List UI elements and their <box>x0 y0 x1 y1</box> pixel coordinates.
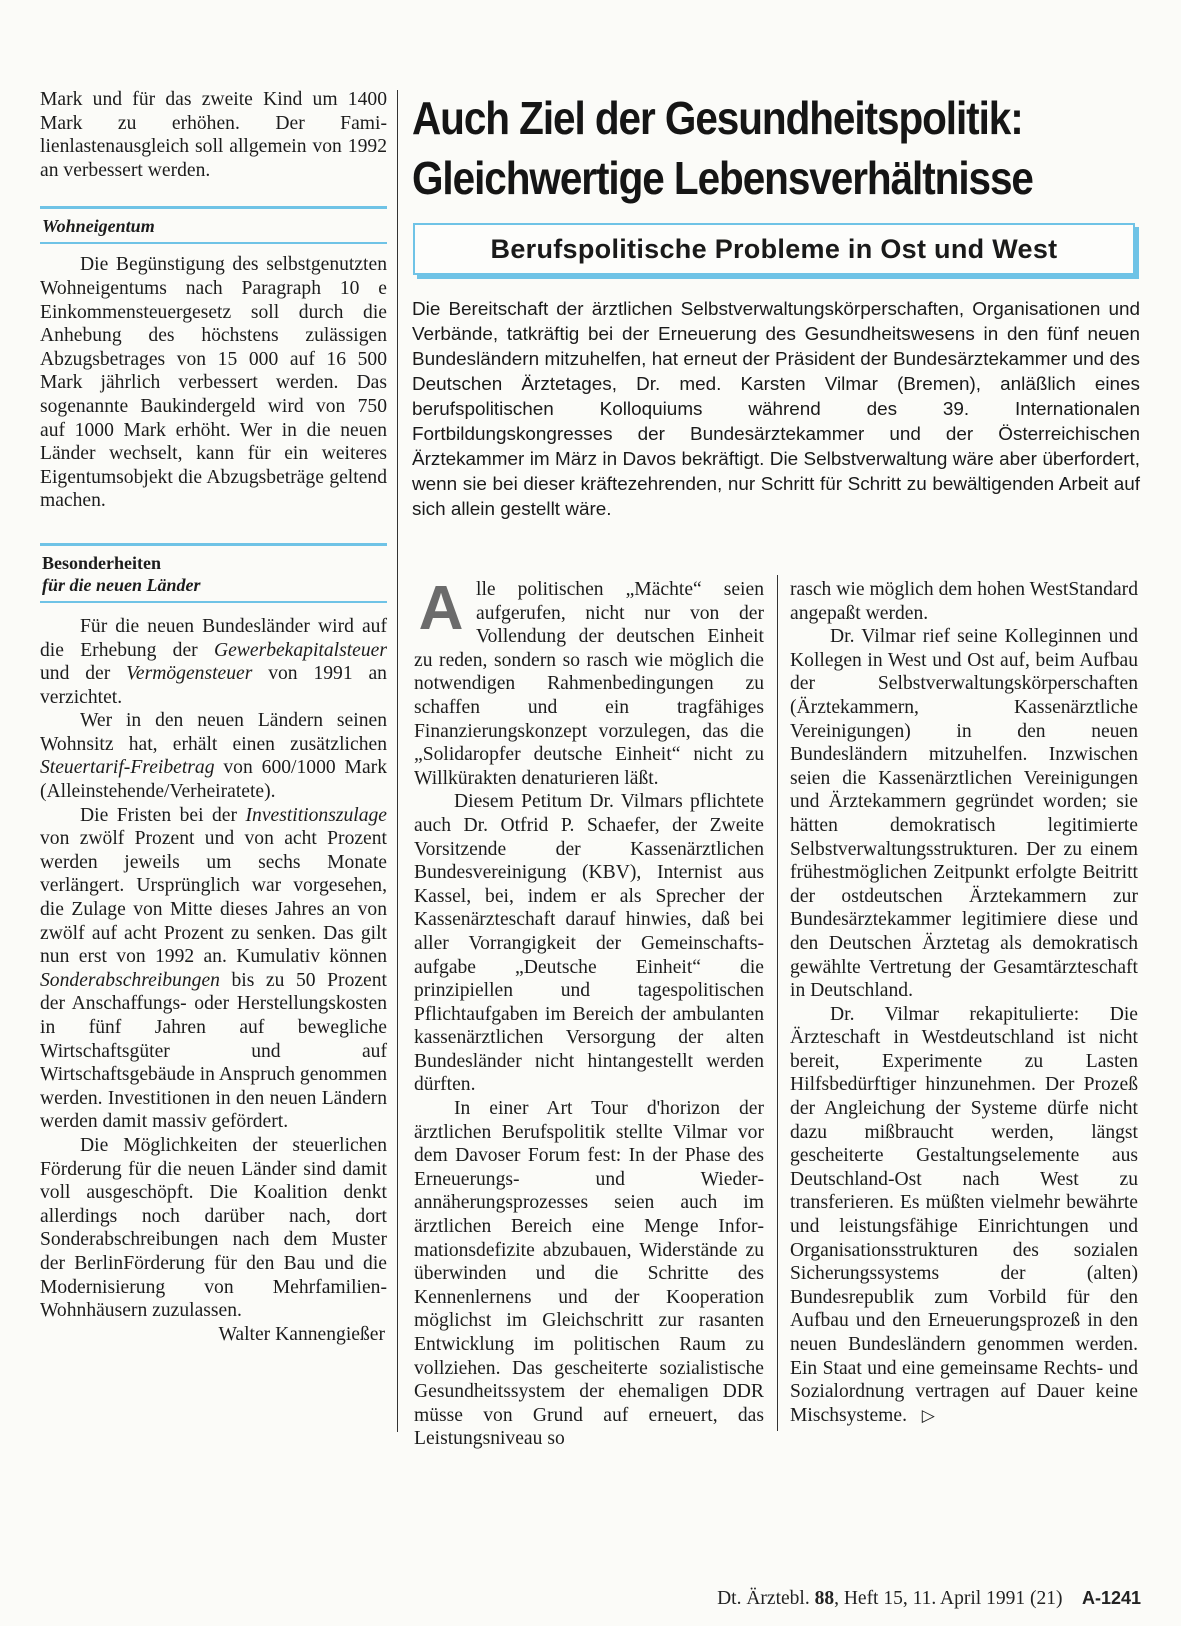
subtitle: Berufspolitische Probleme in Ost und West <box>490 234 1058 264</box>
box2-paragraph-4: Die Möglichkeiten der steuerlichen Förderung für die neuen Länder sind damit voll ausgeschöpft. Die Koalition denkt allerdings noch darüber nach, dort Sonderabschreibungen nach dem Muster der BerlinFörderung für den Bau und die Modernisierung von MehrfamilienWohnhäusern zuzulassen. <box>40 1134 387 1322</box>
headline-line-2: Gleichwertige Lebensverhältnisse <box>412 152 1033 204</box>
box-rule-top <box>40 543 387 546</box>
box2-paragraph-1: Für die neuen Bundesländer wird auf die Erhebung der Gewerbekapitalsteuer und der Vermögensteuer von 1991 an verzichtet. <box>40 615 387 708</box>
subtitle-box <box>413 223 1135 275</box>
page-number: A-1241 <box>1081 1588 1141 1608</box>
right-paragraph-1: rasch wie möglich dem hohen WestStandard angepaßt werden. <box>790 579 1138 624</box>
author: Walter Kannengießer <box>218 1323 385 1345</box>
box2-paragraph-2: Wer in den neuen Ländern seinen Wohnsitz hat, erhält einen zusätzlichen Steuertarif-Freibetrag von 600/1000 Mark (Alleinstehende/Verheiratete). <box>40 710 387 803</box>
headline <box>412 88 1063 208</box>
middle-column <box>414 574 764 1451</box>
mid-paragraph-1: A lle politischen „Mächte“ seien aufgerufen, nicht nur von der Vollendung der deutschen Einheit zu reden, sondern so rasch wie möglich die notwendigen Rahmenbedingungen zu schaffen und ein tragfähiges Finanzierungskonzept vorzulegen, das die „Solidaropfer deutsche Einheit“ nicht zu Willkürakten denaturieren läßt. <box>414 574 764 789</box>
box1-paragraph: Die Begünstigung des selbstgenutzten Wohneigentums nach Paragraph 10 e Einkommensteuergesetz soll durch die Anhebung des höchstens zulässigen Abzugsbetrages von 15 000 auf 16 500 Mark jährlich verbessert werden. Das sogenannte Baukindergeld wird von 750 auf 1000 Mark erhöht. Wer in die neuen Länder wechselt, kann für ein weiteres Eigentumsobjekt die Abzugsbeträge geltend machen. <box>40 254 387 512</box>
page-footer: Dt. Ärztebl. 88, Heft 15, 11. April 1991 (21) A-1241 <box>717 1588 1141 1609</box>
mid-paragraph-2: Diesem Petitum Dr. Vilmars pflichtete auch Dr. Otfrid P. Schaefer, der Zweite Vorsitzende der Kassenärztlichen Bundesvereinigung (KBV), Internist aus Kassel, bei, indem er als Sprecher der Kassenärzteschaft darauf hinwies, daß bei aller Vorrangigkeit der Gemeinschaftsaufgabe „Deutsche Einheit“ die prinzipiellen und tagespolitischen Pflichtaufgaben im Bereich der ambulanten kassenärztlichen Versorgung der alten Bundesländer nicht hintangestellt werden dürften. <box>414 791 764 1096</box>
right-column <box>790 578 1138 1428</box>
dropcap: A <box>414 581 468 635</box>
column-divider-left <box>397 90 398 1432</box>
box1-title: Wohneigentum <box>42 216 155 237</box>
box-rule-top <box>40 206 387 209</box>
right-paragraph-2: Dr. Vilmar rief seine Kolleginnen und Kollegen in West und Ost auf, beim Aufbau der Selbstverwaltungskörperschaften (Ärztekammern, Kassenärztliche Vereinigungen) in den neuen Bundesländern mitzuhelfen. Inzwischen seien die Kassenärztlichen Vereinigungen und Ärztekammern gegründet worden; sie hätten demokratisch legitimierte Selbstverwaltungsstrukturen. Der zu einem frühestmöglichen Zeitpunkt erfolgte Beitritt der ostdeutschen Ärztekammern zur Bundesärztekammer legitimiere diese und den Deutschen Ärztetag als demokratisch gewählte Vertretung der Gesamtärzteschaft in Deutschland. <box>790 626 1138 1002</box>
left-column <box>40 88 387 1346</box>
headline-line-1: Auch Ziel der Gesundheitspolitik: <box>412 92 1023 144</box>
box2-paragraph-3: Die Fristen bei der Investitionszulage von zwölf Prozent und von acht Prozent werden jeweils um sechs Monate verlängert. Ursprünglich war vorgesehen, die Zulage von Mitte dieses Jahres an von zwölf auf acht Prozent zu senken. Das gilt nun erst von 1992 an. Kumulativ können Sonderabschreibungen bis zu 50 Prozent der Anschaffungs- oder Herstellungskosten in fünf Jahren auf bewegliche Wirtschaftsgüter und auf Wirtschaftsgebäude in Anspruch genommen werden. Investitionen in den neuen Ländern werden damit massiv gefördert. <box>40 804 387 1133</box>
left-intro-paragraph: Mark und für das zweite Kind um 1400 Mark zu erhöhen. Der Familienlastenausgleich soll allgemein von 1992 an verbessert werden. <box>40 89 387 181</box>
mid-paragraph-3: In einer Art Tour d'horizon der ärztlichen Berufspolitik stellte Vilmar vor dem Davoser Forum fest: In der Phase des Erneuerungs- und Wiederannäherungsprozesses seien auch im ärztlichen Bereich eine Menge Informationsdefizite abzubauen, Widerstände zu überwinden und die Schritte des Kennenlernens und der Kooperation möglichst im Gleichschritt zur rasanten Entwicklung im politischen Raum zu vollziehen. Das gescheiterte sozialistische Gesundheitssystem der ehemaligen DDR müsse von Grund auf erneuert, das Leistungsniveau so <box>414 1098 764 1450</box>
box2-title: Besonderheiten für die neuen Länder <box>42 552 201 595</box>
lead-paragraph: Die Bereitschaft der ärztlichen Selbstverwaltungskörperschaften, Organisationen und Verbände, tatkräftig bei der Erneuerung des Gesundheitswesens in den fünf neuen Bundesländern mitzuhelfen, hat erneut der Präsident der Bundesärztekammer und des Deutschen Ärztetages, Dr. med. Karsten Vilmar (Bremen), anläßlich eines berufspolitischen Kolloquiums während des 39. Internationalen Fortbildungskongresses der Bundesärztekammer und der Österreichischen Ärztekammer im März in Davos bekräftigt. Die Selbstverwaltung wäre aber überfordert, wenn sie bei dieser kräftezehrenden, nur Schritt für Schritt zu bewältigenden Arbeit auf sich allein gestellt wäre. <box>412 299 1140 520</box>
column-divider-right <box>777 575 778 1431</box>
continue-arrow-icon: ▷ <box>921 1405 935 1426</box>
right-paragraph-3: Dr. Vilmar rekapitulierte: Die Ärzteschaft in Westdeutschland ist nicht bereit, Experimente zu Lasten Hilfsbedürftiger hinzunehmen. Der Prozeß der Angleichung der Systeme dürfe nicht dazu mißbraucht werden, längst gescheiterte Gestaltungselemente aus Deutschland-Ost nach West zu transferieren. Es müßten vielmehr bewährte und leistungsfähige Einrichtungen und Organisationsstrukturen des sozialen Sicherungssystems der (alten) Bundesrepublik zum Vorbild für den Aufbau und den Erneuerungsprozeß in den neuen Bundesländern genommen werden. Ein Staat und eine gemeinsame Rechts- und Sozialordnung vertragen auf Dauer keine Mischsysteme. ▷ <box>790 1003 1138 1426</box>
